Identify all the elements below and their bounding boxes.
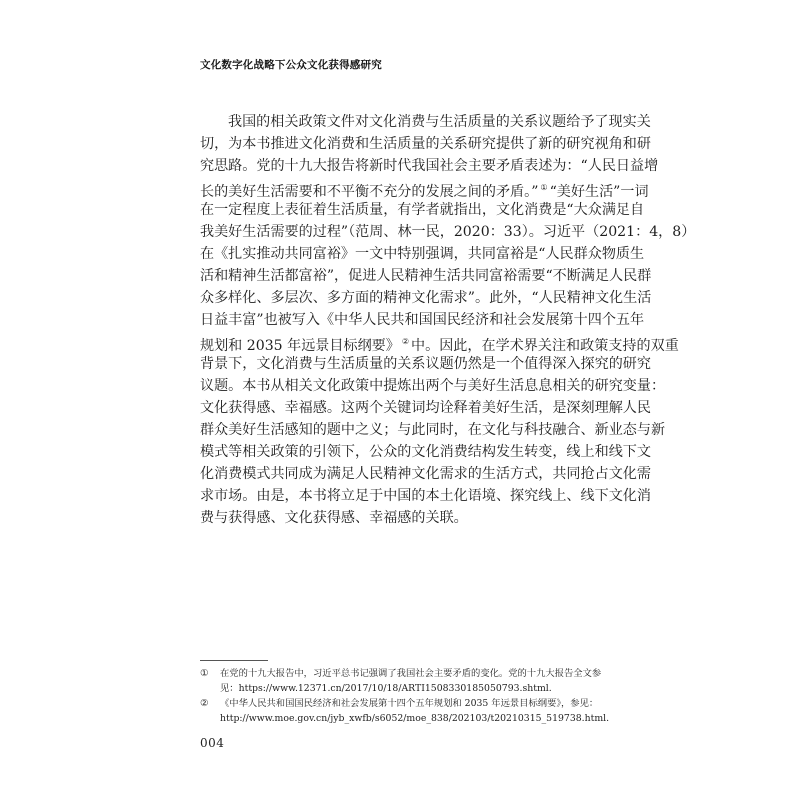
text-segment: 中。因此，在学术界关注和政策支持的双重 xyxy=(411,338,679,354)
text-line: 我美好生活需要的过程”（范周、林一民，2020：33）。习近平（2021：4，8） xyxy=(200,224,696,240)
footnote-mark: ① xyxy=(200,668,209,679)
footnote-divider xyxy=(200,660,268,661)
text-line: 群众美好生活感知的题中之义；与此同时，在文化与科技融合、新业态与新 xyxy=(200,422,666,438)
text-line: 背景下，文化消费与生活质量的关系议题仍然是一个值得深入探究的研究 xyxy=(200,356,651,372)
footnote-link[interactable]: 见：https://www.12371.cn/2017/10/18/ARTI1508330185050793.shtml. xyxy=(220,683,552,694)
running-header: 文化数字化战略下公众文化获得感研究 xyxy=(200,59,382,71)
text-line: 在一定程度上表征着生活质量，有学者就指出，文化消费是“大众满足自 xyxy=(200,202,645,218)
text-line: 众多样化、多层次、多方面的精神文化需求”。此外，“人民精神文化生活 xyxy=(200,290,652,306)
footnote-mark: ② xyxy=(200,698,209,709)
footnote-link[interactable]: http://www.moe.gov.cn/jyb_xwfb/s6052/moe_838/202103/t20210315_519738.html. xyxy=(220,713,610,724)
text-line: 在《扎实推动共同富裕》一文中特别强调，共同富裕是“人民群众物质生 xyxy=(200,246,645,262)
footnote-2 xyxy=(200,696,620,726)
footnote-ref-1[interactable]: ① xyxy=(540,183,548,192)
page-number: 004 xyxy=(200,736,225,750)
body-paragraph xyxy=(200,111,696,529)
footnote-text: 《中华人民共和国国民经济和社会发展第十四个五年规划和 2035 年远景目标纲要》，参见： xyxy=(220,698,599,709)
text-line: 化消费模式共同成为满足人民精神文化需求的生活方式，共同抢占文化需 xyxy=(200,466,651,482)
text-line: 究思路。党的十九大报告将新时代我国社会主要矛盾表述为：“人民日益增 xyxy=(200,158,659,174)
text-line: 日益丰富”也被写入《中华人民共和国国民经济和社会发展第十四个五年 xyxy=(200,312,645,328)
footnote-ref-2[interactable]: ② xyxy=(401,337,410,346)
text-segment: “美好生活”一词 xyxy=(549,184,649,200)
footnote-text: 在党的十九大报告中，习近平总书记强调了我国社会主要矛盾的变化。党的十九大报告全文参 xyxy=(220,668,602,679)
footnote-1 xyxy=(200,666,620,696)
text-line: 我国的相关政策文件对文化消费与生活质量的关系议题给予了现实关 xyxy=(228,114,651,130)
text-line: 文化获得感、幸福感。这两个关键词均诠释着美好生活，是深刻理解人民 xyxy=(200,400,651,416)
text-line xyxy=(200,177,649,200)
text-line: 切，为本书推进文化消费和生活质量的关系研究提供了新的研究视角和研 xyxy=(200,136,651,152)
text-line xyxy=(200,331,679,354)
text-segment: 长的美好生活需要和不平衡不充分的发展之间的矛盾。” xyxy=(200,184,539,200)
text-line: 活和精神生活都富裕”，促进人民精神生活共同富裕需要“不断满足人民群 xyxy=(200,268,652,284)
footnotes xyxy=(200,666,620,726)
text-line: 求市场。由是，本书将立足于中国的本土化语境、探究线上、线下文化消 xyxy=(200,488,651,504)
text-segment: 规划和 2035 年远景目标纲要》 xyxy=(200,338,400,354)
text-line: 模式等相关政策的引领下，公众的文化消费结构发生转变，线上和线下文 xyxy=(200,444,651,460)
text-line: 议题。本书从相关文化政策中提炼出两个与美好生活息息相关的研究变量： xyxy=(200,378,666,394)
text-line: 费与获得感、文化获得感、幸福感的关联。 xyxy=(200,510,468,526)
